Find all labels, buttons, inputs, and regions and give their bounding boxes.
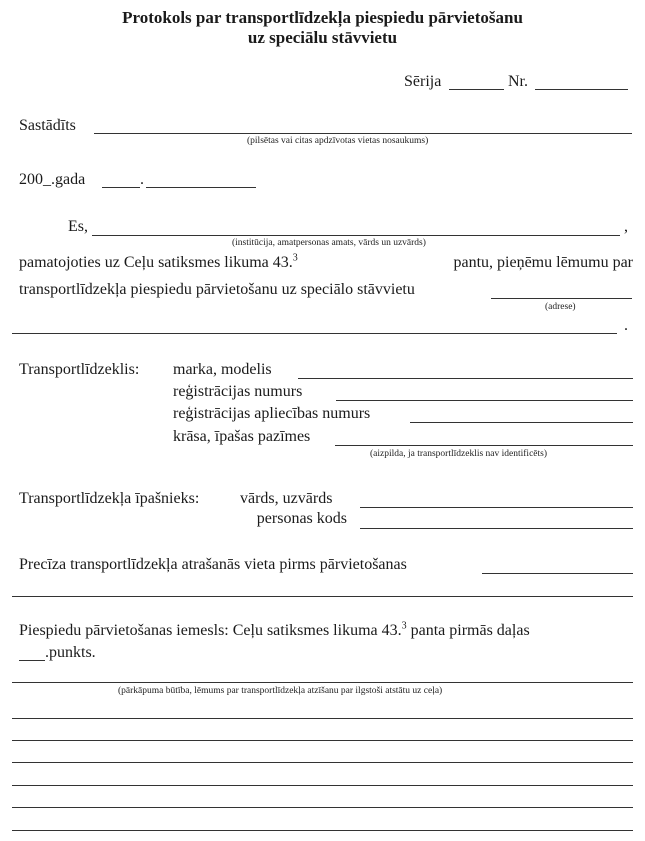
i-label: Es, [68, 218, 88, 235]
parking-address-field[interactable] [491, 298, 632, 299]
document-title-line-1: Protokols par transportlīdzekļa piespiedu pārvietošanu [122, 8, 523, 27]
compiled-label: Sastādīts [19, 117, 76, 134]
violation-line-5[interactable] [12, 785, 633, 786]
vehicle-label: Transportlīdzeklis: [19, 361, 140, 378]
vehicle-color-field[interactable] [335, 445, 633, 446]
vehicle-color-label: krāsa, īpašas pazīmes [173, 428, 311, 445]
para1-part-b: pantu, pieņēmu lēmumu par [453, 254, 633, 271]
para1-part-a: pamatojoties uz Ceļu satiksmes likuma 43.$^3$ [19, 252, 298, 271]
address-hint: (adrese) [545, 302, 576, 312]
compiled-place-field[interactable] [94, 133, 632, 134]
year-label: 200_.gada [19, 171, 86, 188]
vehicle-reg-number-field[interactable] [336, 400, 633, 401]
number-label: Nr. [508, 73, 528, 90]
vehicle-reg-cert-field[interactable] [410, 422, 633, 423]
location-field-2[interactable] [12, 596, 633, 597]
owner-id-field[interactable] [360, 528, 633, 529]
owner-label: Transportlīdzekļa īpašnieks: [19, 490, 200, 507]
official-hint: (institūcija, amatpersonas amats, vārds un uzvārds) [232, 238, 426, 248]
violation-line-6[interactable] [12, 807, 633, 808]
series-field[interactable] [449, 89, 504, 90]
i-comma: , [624, 218, 628, 235]
document-title-line-2: uz speciālu stāvvietu [247, 28, 398, 47]
owner-name-field[interactable] [360, 507, 633, 508]
number-field[interactable] [535, 89, 628, 90]
vehicle-make-label: marka, modelis [173, 361, 272, 378]
decision-paragraph-line-1 [19, 254, 633, 272]
owner-id-label: personas kods [256, 510, 347, 527]
vehicle-hint: (aizpilda, ja transportlīdzeklis nav identificēts) [370, 449, 548, 459]
owner-name-label: vārds, uzvārds [240, 490, 333, 507]
violation-hint: (pārkāpuma būtība, lēmums par transportlīdzekļa atzīšanu par ilgstoši atstātu uz ceļa) [118, 686, 443, 696]
parking-address-field-2[interactable] [12, 333, 617, 334]
date-separator: . [140, 171, 144, 188]
reason-point-field[interactable] [19, 660, 45, 661]
series-label: Sērija [404, 73, 442, 90]
vehicle-reg-number-label: reģistrācijas numurs [173, 383, 303, 400]
reason-line-1: Piespiedu pārvietošanas iemesls: Ceļu satiksmes likuma 43.$^3$ panta pirmās daļas [19, 620, 530, 639]
reason-line-2: .punkts. [45, 644, 96, 661]
location-label: Precīza transportlīdzekļa atrašanās vieta pirms pārvietošanas [19, 556, 407, 573]
address-period: . [624, 317, 628, 334]
vehicle-reg-cert-label: reģistrācijas apliecības numurs [173, 405, 371, 422]
day-field[interactable] [102, 187, 140, 188]
compiled-hint: (pilsētas vai citas apdzīvotas vietas nosaukums) [247, 136, 429, 146]
location-field[interactable] [482, 573, 633, 574]
vehicle-make-field[interactable] [298, 378, 633, 379]
violation-line-1[interactable] [12, 682, 633, 683]
violation-line-3[interactable] [12, 740, 633, 741]
official-field[interactable] [92, 235, 620, 236]
violation-line-4[interactable] [12, 762, 633, 763]
violation-line-2[interactable] [12, 718, 633, 719]
month-field[interactable] [146, 187, 256, 188]
decision-paragraph-line-2: transportlīdzekļa piespiedu pārvietošanu uz speciālo stāvvietu [19, 281, 415, 298]
violation-line-7[interactable] [12, 830, 633, 831]
